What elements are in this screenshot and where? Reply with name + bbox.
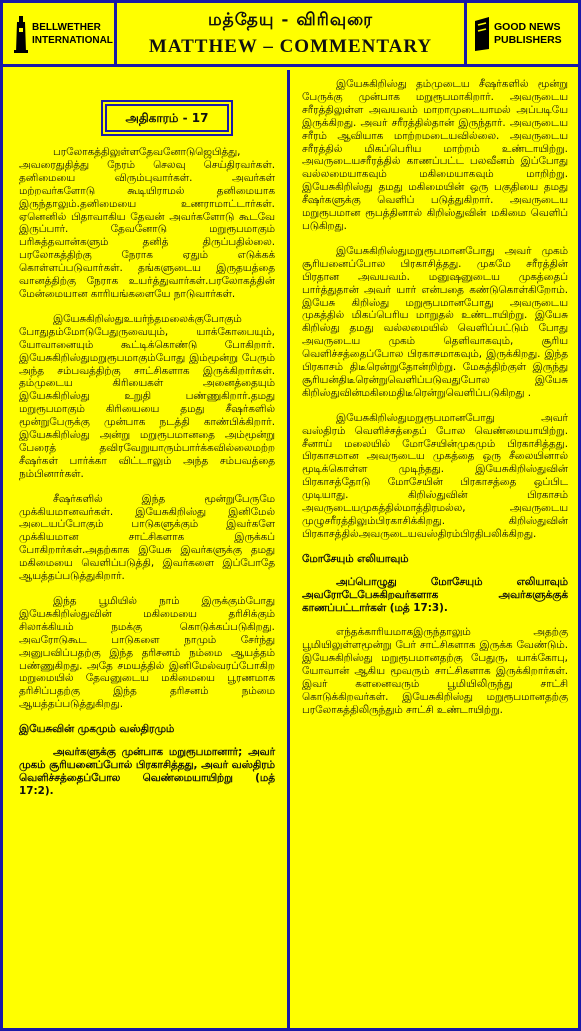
good-news-logo-text: GOOD NEWS PUBLISHERS <box>494 20 562 46</box>
page-header <box>3 3 578 67</box>
section-heading: மோசேயும் எலியாவும் <box>302 552 409 565</box>
left-column <box>3 70 290 1028</box>
paragraph: எந்தக்காரியமாகஇருந்தாலும் அதற்கு பூமியிலுள்ளமூன்று பேர் சாட்சிகளாக இருக்க வேண்டும். இயேசுகிறிஸ்து மறுரூபமானதற்கு பேதுரு, யாக்கோபு, யோவான் ஆகிய மூவரும் சாட்சிகளாக இருக்கிறார்கள். இவர் களனைவரும் பூமியிலிருந்து சாட்சி கொடுக்கிறவர்கள். இயேசுகிறிஸ்து மறுரூபமானதற்கு பரலோகத்திலிருந்தும் சாட்சி உண்டாயிற்று. <box>302 626 568 716</box>
bellwether-logo-text: BELLWETHER INTERNATIONAL <box>32 21 113 46</box>
chapter-label: அதிகாரம் - 17 <box>105 104 229 132</box>
scripture-verse: அவர்களுக்கு முன்பாக மறுரூபமானார்; அவர் முகம் சூரியனைப்போல் பிரகாசித்தது, அவர் வஸ்திரம் வெளிச்சத்தைப்போல வெண்மையாயிற்று (மத் 17:2). <box>19 746 275 797</box>
section-heading: இயேசுவின் முகமும் வஸ்திரமும் <box>19 723 175 736</box>
chapter-box <box>101 100 233 136</box>
good-news-logo <box>464 3 578 64</box>
scripture-verse: அப்பொழுது மோசேயும் எலியாவும் அவரோடேபேசுகிறவர்களாக அவர்களுக்குக் காணப்பட்டார்கள் (மத் 17:3). <box>302 575 568 614</box>
page-title-english: MATTHEW – COMMENTARY <box>148 35 433 57</box>
page-title-tamil: மத்தேயு - விரிவுரை <box>207 9 374 30</box>
tower-icon <box>13 14 29 54</box>
paragraph: இயேசுகிறிஸ்து தம்முடைய சீஷர்களில் மூன்று பேருக்கு முன்பாக மறுரூபமாகிறார். அவருடைய சரீரத்திலுள்ள அவயவம் மாறாமுடையாமல் அப்படியே இருக்கிறது. அவர் சரீரத்தில்தான் இருந்தார். அவருடைய சரீரம் ஆவியாக மாற்றமடையவில்லை. அவருடைய சரீரத்தில் மிகப்பெரிய மாற்றம் உண்டாயிற்று. அவருடையசரீரத்தில் காணப்பட்ட பலவீனம் இப்போது வல்லமையாகவும் மகிமையாகவும் மாறிற்று. இயேசுகிறிஸ்து தமது மகிமையின் ஒரு பகுதியை தமது சீஷர்களுக்கு வெளிப் படுத்துகிறார். அவருடைய மறுரூபமான ரூபத்தினால் கிறிஸ்துவின் மகிமை வெளிப் படுகிறது. <box>302 78 568 232</box>
title-block <box>117 3 464 64</box>
paragraph: இயேசுகிறிஸ்துமறுரூபமானபோது அவர் முகம் சூரியனைப்போல பிரகாசித்தது. முகமே சரீரத்தின் பிரதான அவயவம். மனுஷனுடைய முகத்தைப் பார்த்துதான் அவர் யார் என்பதை கண்டுகொள்கிறோம். இயேசு கிறிஸ்து மறுரூபமானபோது அவருடைய முகத்தில் மிகப்பெரிய மாறுதல் உண்டாயிற்று. இயேசு கிறிஸ்து தமது வல்லமையில் வெளிப்பட்டும் போது அவருடைய முகம் தெளிவாகவும், சூரிய வெளிச்சத்தைப்போல பிரகாசமாகவும், இருக்கிறது. இந்த பிரகாசம் திடீரென்றுதோன்றிற்று. மேகத்திற்குள் இருந்து சூரியன்திடீரென்றுவெளிப்படுவதுபோல இயேசு கிறிஸ்துவின்மகிமைதிடீரென்றுவெளிப்படுகிறது . <box>302 244 568 399</box>
paragraph: சீஷர்களில் இந்த மூன்றுபேருமே முக்கியமானவர்கள். இயேசுகிறிஸ்து இனிமேல் அடையப்போகும் பாடுகளுக்கும் இவர்களே முக்கியமான சாட்சிகளாக இருக்கப் போகிறார்கள்.அதற்காக இயேசு இவர்களுக்கு தமது மகிமையை வெளிப்படுத்தி, இவர்களை இப்போதே ஆயத்தப்படுத்துகிறார். <box>19 492 275 583</box>
paragraph: இயேசுகிறிஸ்துமறுரூபமானபோது அவர் வஸ்திரம் வெளிச்சத்தைப் போல வெண்மையாயிற்று. சீனாய் மலையில் மோசேயின்முகமும் பிரகாசித்தது. பிரகாசமான அவருடைய முகத்தை ஒரு சீலையினால் மூடிக்கொள்ள முடிந்தது. இயேசுகிறிஸ்துவின் பிரகாசத்தோடு மோசேயின் பிரகாசத்தை ஒப்பிட முடியாது. கிறிஸ்துவின் பிரகாசம் அவருடையமுகத்தில்மாத்திரமல்ல, அவருடைய முழுசரீரத்திலும்பிரகாசிக்கிறது. கிறிஸ்துவின் பிரகாசத்தில்அவருடையவஸ்திரம்பிரதிபலிக்கிறது. <box>302 411 568 540</box>
paragraph: பரலோகத்திலுள்ளதேவனோடுஜெபித்து, அவரைதுதித்து நேரம் செலவு செய்திரவர்கள். தனிமையை விரும்புவார்கள். அவர்கள் மற்றவர்களோடு கூடியிராமல் தனிமையாக இருந்தாலும்.தனிமையை உணராமாட்டார்கள். ஏனெனில் பிதாவாகிய தேவன் அவர்களோடு கூடவே இருப்பார். தேவனோடு மறுரூபமாகும் பரிசுத்தவான்களும் தனித் திருப்பதில்லை. பரலோகத்திற்கு நேராக ஏதும் எடுக்கக் கொள்ளப்படுவார்கள். தங்களுடைய இருதயத்தை வானத்திற்கு நேராக உயர்த்துவார்கள்.பரலோகத்தின் மேன்மையான காரியங்களையே நாடுவார்கள். <box>19 146 275 300</box>
paragraph: இந்த பூமியில் நாம் இருக்கும்போது இயேசுகிறிஸ்துவின் மகிமையை தரிசிக்கும் சிலாக்கியம் நமக்கு கொடுக்கப்படுகிறது. அவரோடுகூட பாடுகளை நாமும் சேர்ந்து அனுபவிப்பதற்கு இந்த தரிசனம் நம்மை ஆயத்தம் பண்ணுகிறது. அதே சமயத்தில் இனிமேல்வரப்போகிற மறுமையில் தேவனுடைய மகிமையை பூரணமாக தரிசிப்பதற்கு இந்த தரிசனம் நம்மை ஆயத்தப்படுத்துகிறது. <box>19 595 275 711</box>
right-column <box>290 70 578 1028</box>
book-icon <box>473 15 491 53</box>
paragraph: இயேசுகிறிஸ்துஉயர்ந்தமலைக்குபோகும் போதுதம்மோடுபேதுருவையும், யாக்கோபையும், யோவானையும் கூட்டிக்கொண்டு போகிறார். இயேசுகிறிஸ்துமறுரூபமாகும்போது இம்மூன்று பேரும் அந்த சம்பவத்திற்கு சாட்சிகளாக இருக்கிறார்கள். தம்முடைய கிரியைகள் அனைத்தையும் இயேசுகிறிஸ்து உறுதி பண்ணுகிறார்.தமது மறுரூபமாகும் கிரியையை தமது சீஷர்களில் மூன்றுபேருக்கு முன்பாக நடத்தி காண்பிக்கிறார். இயேசுகிறிஸ்து அன்று மறுரூபமானதை அம்மூன்று பேரைத் தவிரவேறுயாரும்பார்க்கவில்லைமற்ற சீஷர்கள் பார்க்கா விட்டாலும் அந்த சம்பவத்தை நம்பினார்கள். <box>19 312 275 480</box>
bellwether-logo <box>3 3 117 64</box>
